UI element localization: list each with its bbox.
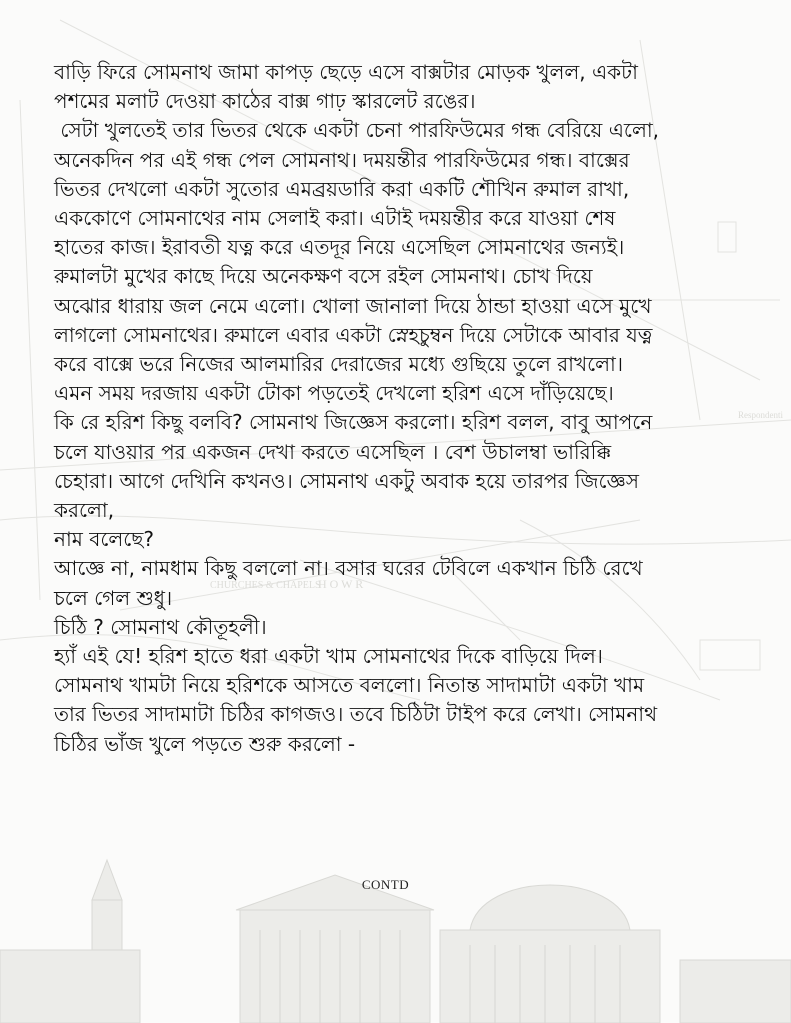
text-line: চলে যাওয়ার পর একজন দেখা করতে এসেছিল । বেশ উচালম্বা ভারিক্কি	[54, 439, 612, 464]
text-line: চিঠির ভাঁজ খুলে পড়তে শুরু করলো -	[54, 731, 356, 756]
text-line: ভিতর দেখলো একটা সুতোর এমব্রয়ডারি করা একটি শৌখিন রুমাল রাখা,	[54, 176, 630, 201]
text-line: এককোণে সোমনাথের নাম সেলাই করা। এটাই দময়ন্তীর করে যাওয়া শেষ	[54, 206, 616, 231]
text-line: চলে গেল শুধু।	[54, 585, 173, 610]
text-line: তার ভিতর সাদামাটা চিঠির কাগজও। তবে চিঠিটা টাইপ করে লেখা। সোমনাথ	[54, 702, 658, 727]
text-line: হাতের কাজ। ইরাবতী যত্ন করে এতদূর নিয়ে এসেছিল সোমনাথের জন্যই।	[54, 235, 625, 260]
text-line: অঝোর ধারায় জল নেমে এলো। খোলা জানালা দিয়ে ঠান্ডা হাওয়া এসে মুখে	[54, 293, 652, 318]
text-line: নাম বলেছে?	[54, 527, 155, 552]
text-line: কি রে হরিশ কিছু বলবি? সোমনাথ জিজ্ঞেস করলো। হরিশ বলল, বাবু আপনে	[54, 410, 653, 435]
story-text	[54, 58, 754, 759]
text-line: অনেকদিন পর এই গন্ধ পেল সোমনাথ। দময়ন্তীর পারফিউমের গন্ধ। বাক্সের	[54, 147, 630, 172]
text-line: এমন সময় দরজায় একটা টোকা পড়তেই দেখলো হরিশ এসে দাঁড়িয়েছে।	[54, 381, 614, 406]
text-line: আজ্ঞে না, নামধাম কিছু বললো না। বসার ঘরের টেবিলে একখান চিঠি রেখে	[54, 556, 643, 581]
text-line: চেহারা। আগে দেখিনি কখনও। সোমনাথ একটু অবাক হয়ে তারপর জিজ্ঞেস	[54, 468, 639, 493]
text-line: সোমনাথ খামটা নিয়ে হরিশকে আসতে বললো। নিতান্ত সাদামাটা একটা খাম	[54, 673, 645, 698]
text-line: রুমালটা মুখের কাছে দিয়ে অনেকক্ষণ বসে রইল সোমনাথ। চোখ দিয়ে	[54, 264, 593, 289]
text-line: বাড়ি ফিরে সোমনাথ জামা কাপড় ছেড়ে এসে বাক্সটার মোড়ক খুলল, একটা	[54, 60, 638, 84]
map-label-respondenti: Respondenti	[738, 410, 783, 420]
continued-label: CONTD	[361, 877, 410, 892]
text-line: লাগলো সোমনাথের। রুমালে এবার একটা স্নেহচুম্বন দিয়ে সেটাকে আবার যত্ন	[54, 322, 653, 347]
text-line: সেটা খুলতেই তার ভিতর থেকে একটা চেনা পারফিউমের গন্ধ বেরিয়ে এলো,	[54, 118, 660, 143]
text-line: পশমের মলাট দেওয়া কাঠের বাক্স গাঢ় স্কারলেট রঙের।	[54, 89, 476, 114]
text-line: করলো,	[54, 498, 115, 523]
text-line: করে বাক্সে ভরে নিজের আলমারির দেরাজের মধ্যে গুছিয়ে তুলে রাখলো।	[54, 352, 623, 377]
text-line: হ্যাঁ এই যে! হরিশ হাতে ধরা একটা খাম সোমনাথের দিকে বাড়িয়ে দিল।	[54, 644, 603, 669]
map-label-churches: CHURCHES & CHAPELS	[210, 580, 321, 591]
text-line: চিঠি ? সোমনাথ কৌতূহলী।	[54, 614, 267, 639]
map-label-howrah: H O W R	[318, 577, 364, 591]
